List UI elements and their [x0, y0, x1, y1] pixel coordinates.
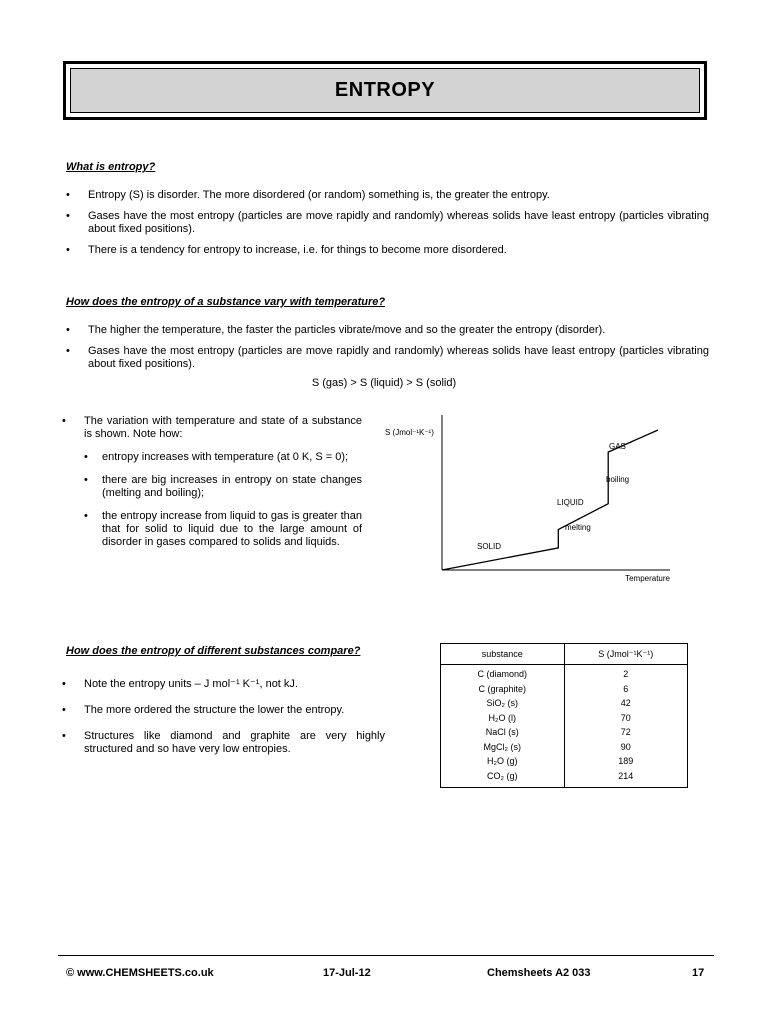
transition-label-boiling: boiling: [606, 475, 630, 484]
entropy-order: S (gas) > S (liquid) > S (solid): [311, 377, 457, 389]
table-row: [441, 725, 688, 740]
list-item: • Gases have the most entropy (particles are move rapidly and randomly) whereas solids have least entropy (particles vibrating about fixed positions).: [66, 210, 709, 236]
region-label-liquid: LIQUID: [557, 498, 584, 507]
sub-list-item: • there are big increases in entropy on state changes (melting and boiling);: [84, 474, 362, 500]
table-cell: 214: [564, 769, 688, 788]
table-cell: H₂O (g): [441, 754, 565, 769]
page-title: ENTROPY: [334, 79, 436, 101]
region-label-gas: GAS: [609, 442, 626, 451]
transition-label-melting: melting: [565, 523, 591, 532]
region-label-solid: SOLID: [477, 542, 502, 551]
variation-sub-list: [84, 451, 362, 549]
footer-page-number: 17: [692, 967, 705, 979]
table-cell: 6: [564, 682, 688, 697]
footer-website: © www.CHEMSHEETS.co.uk: [66, 967, 214, 979]
entropy-temperature-chart: [380, 410, 680, 590]
list-item: • Entropy (S) is disorder. The more disordered (or random) something is, the greater the entropy.: [66, 189, 709, 202]
x-axis-label: Temperature: [625, 574, 670, 583]
entropy-line: [442, 430, 658, 570]
table-cell: C (graphite): [441, 682, 565, 697]
list-item: • Gases have the most entropy (particles are move rapidly and randomly) whereas solids have least entropy (particles vibrating about fixed positions).: [66, 345, 709, 371]
list-item: [62, 415, 362, 549]
title-banner: [70, 68, 700, 113]
table-row: [441, 665, 688, 682]
section-heading-substances: How does the entropy of different substances compare?: [66, 645, 361, 657]
variation-list: [62, 415, 362, 559]
table-cell: SiO₂ (s): [441, 696, 565, 711]
table-cell: NaCl (s): [441, 725, 565, 740]
footer-date: 17-Jul-12: [323, 967, 371, 979]
section-heading-what-is-entropy: What is entropy?: [66, 161, 156, 173]
table-cell: 70: [564, 711, 688, 726]
table-row: [441, 696, 688, 711]
table-cell: MgCl₂ (s): [441, 740, 565, 755]
what-is-entropy-list: [66, 189, 709, 265]
list-item: • Structures like diamond and graphite are very highly structured and so have very low entropies.: [62, 730, 385, 756]
table-cell: 90: [564, 740, 688, 755]
list-item: • Note the entropy units – J mol⁻¹ K⁻¹, not kJ.: [62, 678, 385, 691]
table-cell: 2: [564, 665, 688, 682]
sub-list-item: • the entropy increase from liquid to gas is greater than that for solid to liquid due to the large amount of disorder in gases compared to solids and liquids.: [84, 510, 362, 549]
table-header-entropy: S (Jmol⁻¹K⁻¹): [564, 644, 688, 665]
temperature-list: [66, 324, 709, 379]
table-row: [441, 754, 688, 769]
entropy-table: [440, 643, 688, 788]
table-row: [441, 711, 688, 726]
table-header-row: [441, 644, 688, 665]
table-cell: C (diamond): [441, 665, 565, 682]
table-cell: H₂O (l): [441, 711, 565, 726]
table-cell: 42: [564, 696, 688, 711]
section-heading-temperature: How does the entropy of a substance vary with temperature?: [66, 296, 386, 308]
table-cell: 189: [564, 754, 688, 769]
y-axis-label: S (Jmol⁻¹K⁻¹): [385, 428, 434, 437]
list-item: • The more ordered the structure the lower the entropy.: [62, 704, 385, 717]
variation-intro: The variation with temperature and state of a substance is shown. Note how:: [84, 415, 362, 440]
table-cell: CO₂ (g): [441, 769, 565, 788]
list-item: • The higher the temperature, the faster the particles vibrate/move and so the greater the entropy (disorder).: [66, 324, 709, 337]
title-box: [63, 61, 707, 120]
sub-list-item: • entropy increases with temperature (at 0 K, S = 0);: [84, 451, 362, 464]
table-header-substance: substance: [441, 644, 565, 665]
footer-code: Chemsheets A2 033: [487, 967, 591, 979]
footer-divider: [58, 955, 714, 956]
table-row: [441, 769, 688, 788]
substances-list: [62, 678, 385, 764]
table-row: [441, 682, 688, 697]
table-cell: 72: [564, 725, 688, 740]
list-item: • There is a tendency for entropy to increase, i.e. for things to become more disordered.: [66, 244, 709, 257]
table-row: [441, 740, 688, 755]
